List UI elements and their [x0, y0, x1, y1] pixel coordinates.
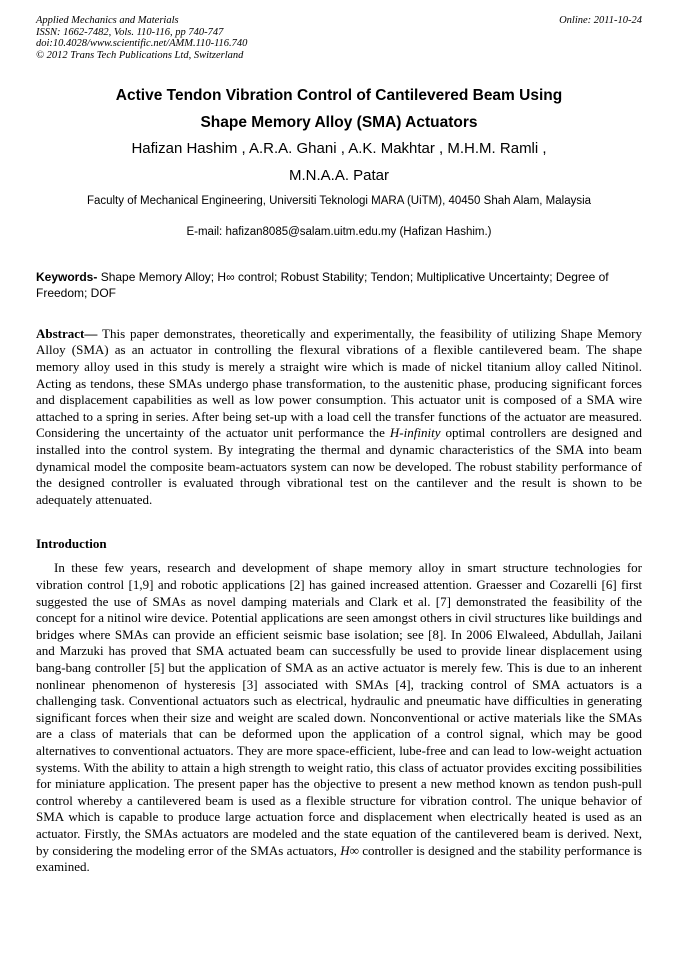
keywords-text: Shape Memory Alloy; H∞ control; Robust Stability; Tendon; Multiplicative Uncertainty; Degree of Freedom; DOF: [36, 269, 609, 301]
email-line: E-mail: hafizan8085@salam.uitm.edu.my (Hafizan Hashim.): [186, 225, 492, 238]
abstract-label: Abstract—: [36, 325, 98, 341]
authors-line1: Hafizan Hashim , A.R.A. Ghani , A.K. Makhtar , M.H.M. Ramli ,: [131, 140, 547, 158]
introduction-paragraph: [36, 560, 642, 875]
abstract-h-infinity-term: H-infinity: [389, 425, 441, 441]
paper-title-line2: Shape Memory Alloy (SMA) Actuators: [200, 114, 478, 132]
keywords-label: Keywords-: [36, 269, 98, 284]
issn-line: ISSN: 1662-7482, Vols. 110-116, pp 740-747: [36, 26, 224, 38]
introduction-text-2: controller is designed and the stability performance is examined.: [36, 842, 642, 875]
online-date: Online: 2011-10-24: [559, 15, 642, 26]
doi-line: doi:10.4028/www.scientific.net/AMM.110-116.740: [36, 38, 248, 50]
journal-name: Applied Mechanics and Materials: [36, 15, 179, 26]
introduction-h-infinity-term: H∞: [340, 842, 359, 858]
abstract-text-2: optimal controllers are designed and installed into the control system. By integrating the thermal and dynamic characteristics of the SMA into beam dynamical model the composite beam-actuators system can now be developed. The robust stability performance of the designed controller is evaluated through vibrational test on the cantilever and the result is shown to be adequately attenuated.: [36, 425, 642, 507]
abstract-paragraph: [36, 326, 642, 509]
affiliation: Faculty of Mechanical Engineering, Universiti Teknologi MARA (UiTM), 40450 Shah Alam, Malaysia: [86, 195, 592, 208]
header-metadata: [36, 15, 642, 61]
keywords-paragraph: [36, 269, 642, 302]
abstract-text-1: This paper demonstrates, theoretically and experimentally, the feasibility of utilizing Shape Memory Alloy (SMA) as an actuator in controlling the flexural vibrations of a flexible cantilevered beam. The shape memory alloy used in this study is merely a straight wire which is made of nickel titanium alloy called Nitinol. Acting as tendons, these SMAs undergo phase transformation, to the austenitic phase, producing significant forces and displacement capabilities as well as low power consumption. This actuator unit is composed of a SMA wire attached to a spring in series. After being set-up with a load cell the transfer functions of the actuator are measured. Considering the uncertainty of the actuator unit performance the: [36, 325, 642, 441]
authors: [36, 136, 642, 189]
introduction-text-1: In these few years, research and development of shape memory alloy in smart structure technologies for vibration control [1,9] and robotic applications [2] has gained increased attention. Graesser and Cozarelli [6] first suggested the use of SMAs as novel damping materials and Clark et al. [7] demonstrated the feasibility of the concept for a nitinol wire device. Potential applications are seen amongst others in civil structures like buildings and bridges where SMAs can provide an efficient seismic base isolation; see [8]. In 2006 Elwaleed, Abdullah, Jailani and Marzuki has proved that SMA actuated beam can successfully be used to provide linear displacement using bang-bang controller [5] but the application of SMA as an active actuator is merely few. This is due to an inherent nonlinear phenomenon of hysteresis [3] associated with SMAs [4], tracking control of SMA actuators is a challenging task. Conventional actuators such as electrical, hydraulic and pneumatic have difficulties in generating significant forces when their size and weight are scaled down. Nonconventional or active materials like the SMAs are a class of materials that can be deformed upon the application of a control signal, which may be good alternatives to conventional actuators. They are more space-efficient, lube-free and can lead to low-weight actuation systems. With the ability to attain a high strength to weight ratio, this class of actuator provides exciting possibilities for miniature application. The present paper has the objective to present a new method known as tendon push-pull control whereby a cantilevered beam is used as a flexible structure for vibration control. The unique behavior of SMA which is capable to produce large actuation force and displacement when electrically heated is used as an actuator. Firstly, the SMAs actuators are modeled and the state equation of the cantilevered beam is derived. Next, by considering the modeling error of the SMAs actuators,: [36, 560, 642, 858]
authors-line2: M.N.A.A. Patar: [288, 166, 390, 184]
paper-title: [36, 82, 642, 136]
introduction-heading: Introduction: [36, 536, 107, 552]
paper-title-line1: Active Tendon Vibration Control of Cantilevered Beam Using: [115, 87, 563, 105]
publication-info: [36, 15, 247, 61]
copyright-line: © 2012 Trans Tech Publications Ltd, Switzerland: [36, 49, 244, 61]
